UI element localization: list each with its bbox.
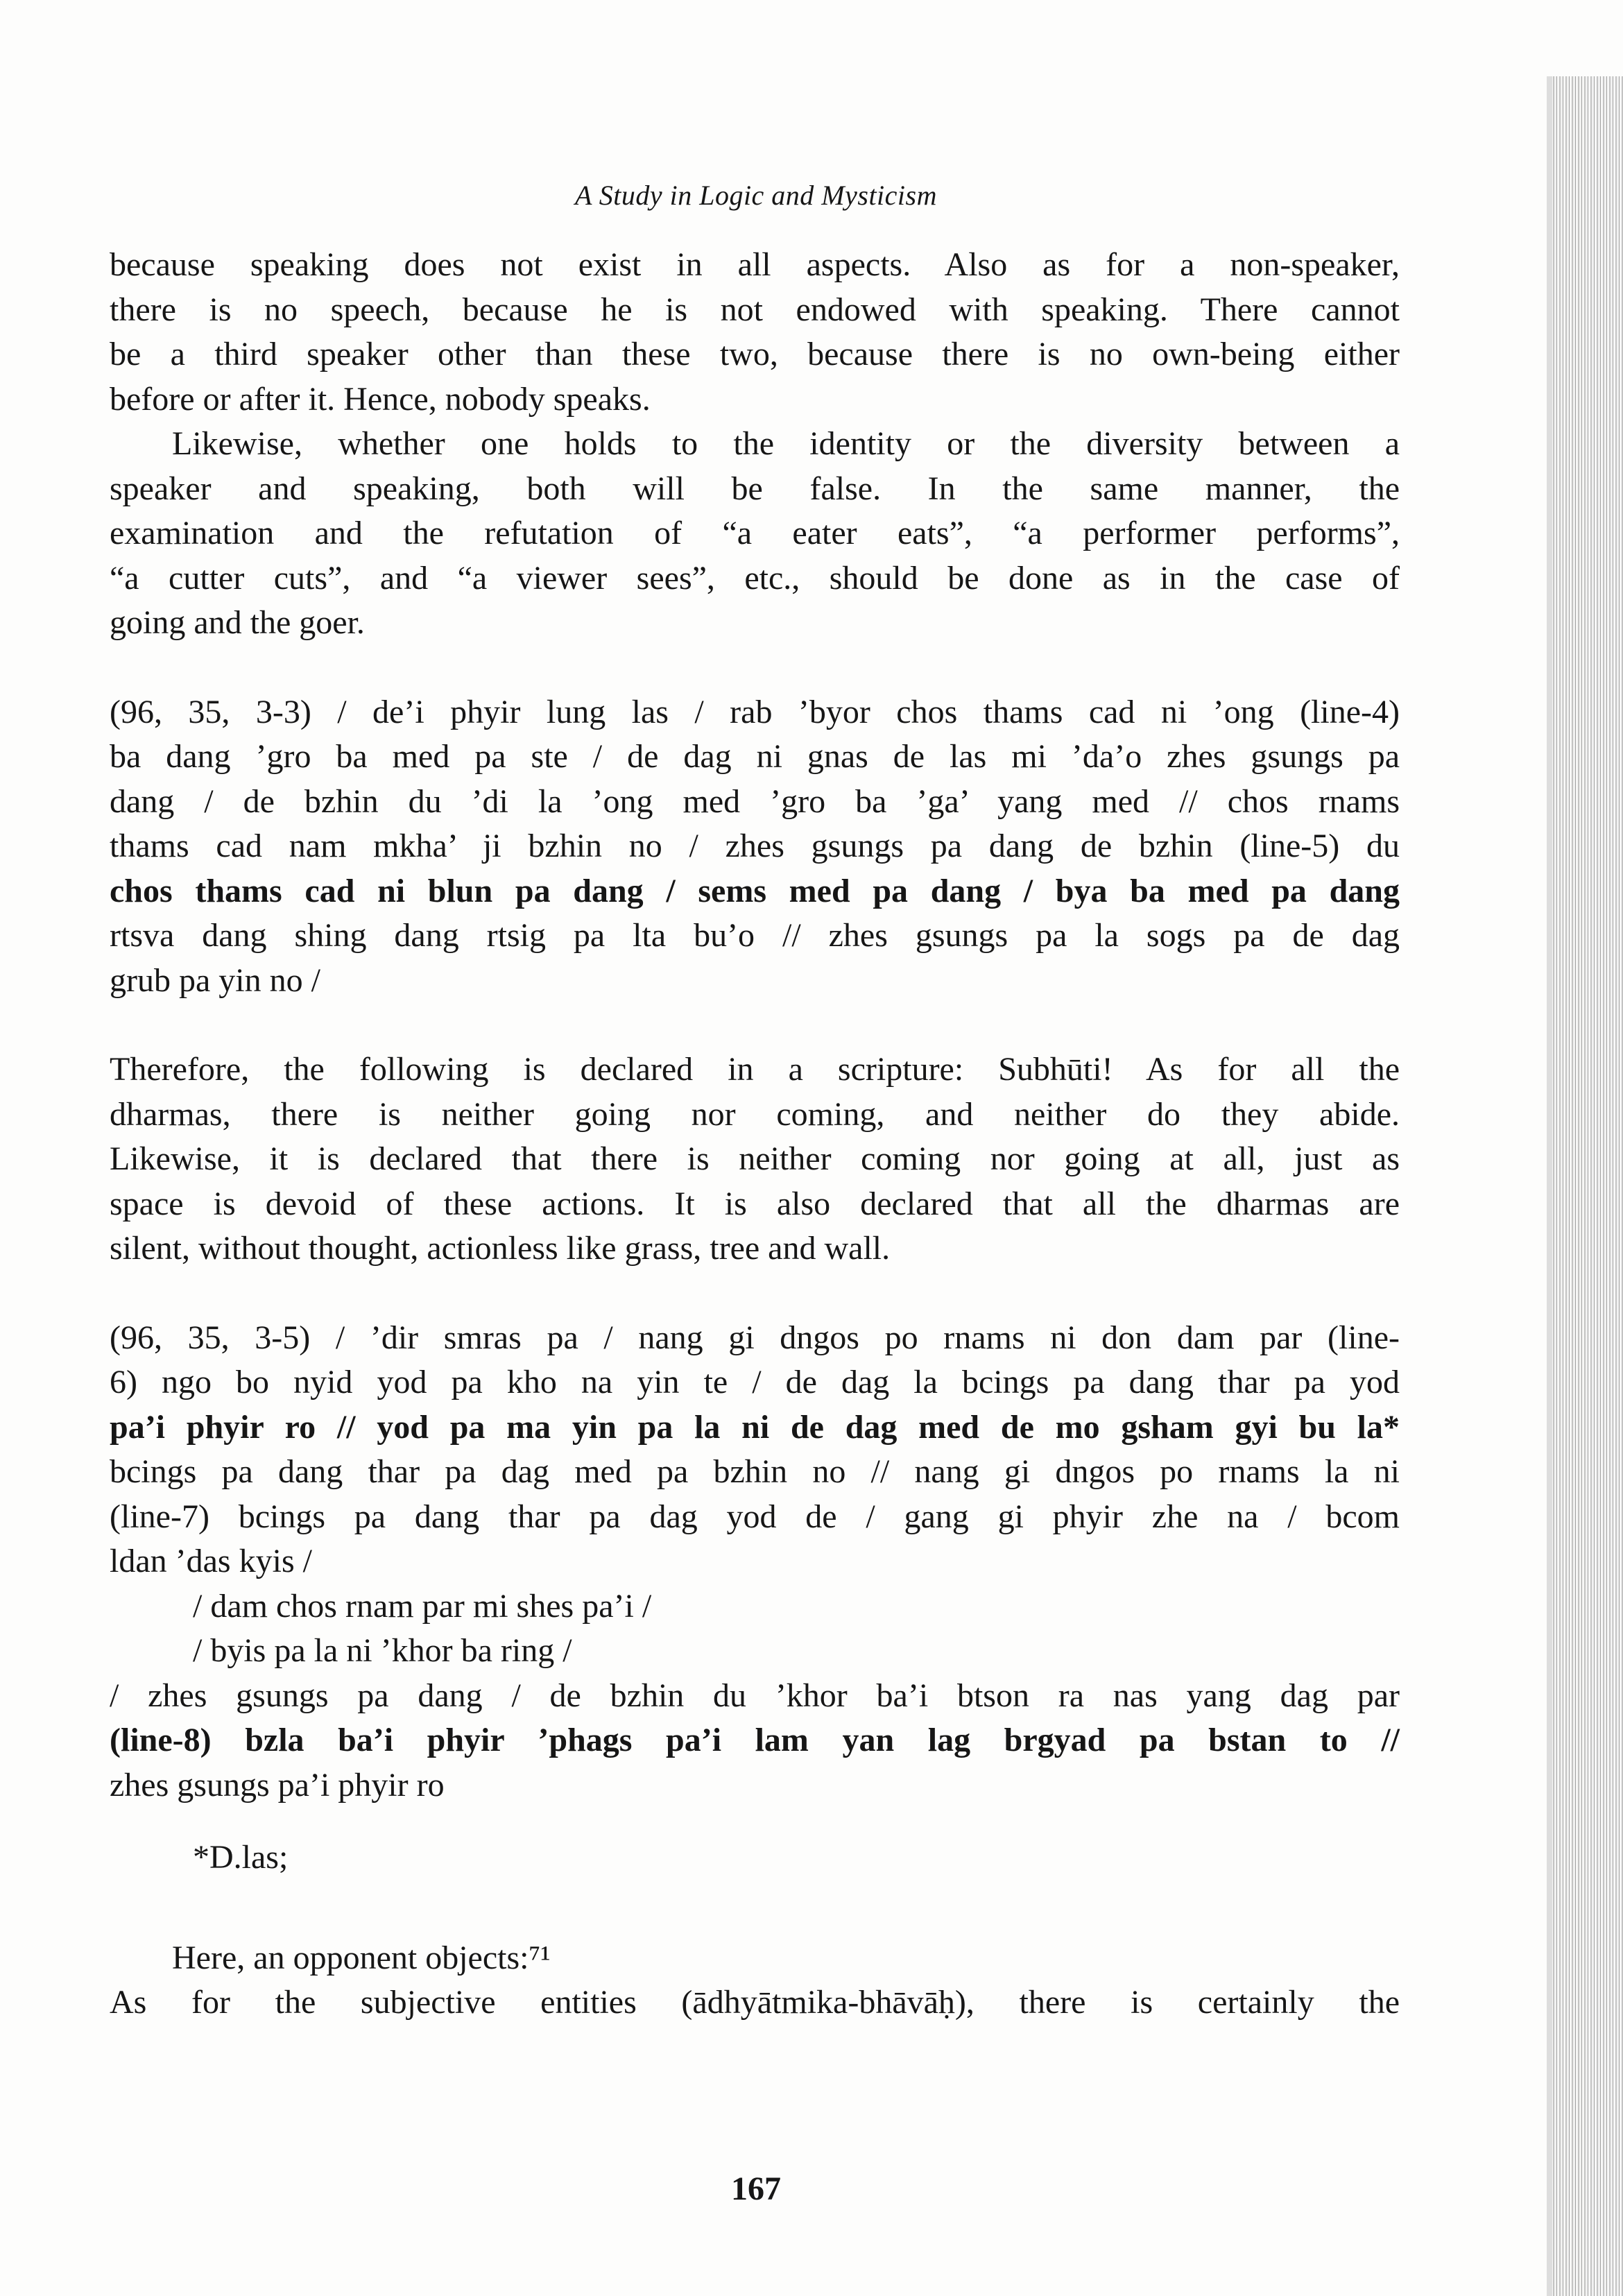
text-line: “a cutter cuts”, and “a viewer sees”, etc., should be done as in the case of bbox=[110, 559, 1400, 597]
text-line: because speaking does not exist in all aspects. Also as for a non-speaker, bbox=[110, 246, 1400, 283]
paragraph-identity bbox=[110, 422, 1400, 646]
text-line: Likewise, it is declared that there is neither coming nor going at all, just as bbox=[110, 1140, 1400, 1177]
text-line: examination and the refutation of “a eater eats”, “a performer performs”, bbox=[110, 515, 1400, 551]
text-line: zhes gsungs pa’i phyir ro bbox=[110, 1766, 445, 1804]
text-line: (96, 35, 3-5) / ’dir smras pa / nang gi dngos po rnams ni don dam par (line- bbox=[110, 1319, 1400, 1356]
paragraph-gap bbox=[110, 1881, 1400, 1908]
verse-line: / byis pa la ni ’khor ba ring / bbox=[193, 1632, 572, 1669]
paragraph-gap bbox=[110, 1271, 1400, 1316]
text-line: (line-7) bcings pa dang thar pa dag yod de / gang gi phyir zhe na / bcom bbox=[110, 1498, 1400, 1535]
verse-line: / dam chos rnam par mi shes pa’i / bbox=[193, 1587, 652, 1625]
text-line: be a third speaker other than these two, because there is no own-being either bbox=[110, 336, 1400, 372]
running-head: A Study in Logic and Mysticism bbox=[575, 180, 937, 211]
footnote-variant: *D.las; bbox=[193, 1839, 289, 1876]
text-line: (line-8) bzla ba’i phyir ’phags pa’i lam yan lag brgyad pa bstan to // bbox=[110, 1722, 1400, 1758]
text-line: dharmas, there is neither going nor coming, and neither do they abide. bbox=[110, 1095, 1400, 1133]
paragraph-speaker bbox=[110, 243, 1400, 422]
text-line: dang / de bzhin du ’di la ’ong med ’gro ba ’ga’ yang med // chos rnams bbox=[110, 782, 1400, 820]
body-text bbox=[110, 243, 1400, 2025]
text-line: pa’i phyir ro // yod pa ma yin pa la ni de dag med de mo gsham gyi bu la* bbox=[110, 1408, 1400, 1446]
paragraph-gap bbox=[110, 1808, 1400, 1835]
text-line: 6) ngo bo nyid yod pa kho na yin te / de dag la bcings pa dang thar pa yod bbox=[110, 1364, 1400, 1400]
paragraph-gap bbox=[110, 1908, 1400, 1936]
text-line: ldan ’das kyis / bbox=[110, 1543, 312, 1579]
binding-edge bbox=[1547, 76, 1623, 2296]
text-line: bcings pa dang thar pa dag med pa bzhin no // nang gi dngos po rnams la ni bbox=[110, 1453, 1400, 1490]
paragraph-gap bbox=[110, 646, 1400, 690]
text-line: before or after it. Hence, nobody speaks. bbox=[110, 380, 651, 418]
text-line: Here, an opponent objects:⁷¹ bbox=[172, 1939, 551, 1976]
text-line: thams cad nam mkha’ ji bzhin no / zhes gsungs pa dang de bzhin (line-5) du bbox=[110, 828, 1400, 864]
text-line: / zhes gsungs pa dang / de bzhin du ’khor ba’i btson ra nas yang dag par bbox=[110, 1677, 1400, 1714]
text-line: space is devoid of these actions. It is also declared that all the dharmas are bbox=[110, 1185, 1400, 1222]
text-line: grub pa yin no / bbox=[110, 961, 320, 999]
paragraph-objection bbox=[110, 1936, 1400, 2025]
tibetan-passage-1 bbox=[110, 690, 1400, 1004]
text-line: Likewise, whether one holds to the identity or the diversity between a bbox=[172, 425, 1400, 462]
text-line: rtsva dang shing dang rtsig pa lta bu’o // zhes gsungs pa la sogs pa de dag bbox=[110, 917, 1400, 954]
text-line: chos thams cad ni blun pa dang / sems med pa dang / bya ba med pa dang bbox=[110, 872, 1400, 909]
paragraph-gap bbox=[110, 1003, 1400, 1047]
translation-passage-1 bbox=[110, 1047, 1400, 1271]
tibetan-passage-2 bbox=[110, 1316, 1400, 1808]
text-line: speaker and speaking, both will be false. In the same manner, the bbox=[110, 470, 1400, 507]
text-line: silent, without thought, actionless like grass, tree and wall. bbox=[110, 1230, 891, 1267]
text-line: As for the subjective entities (ādhyātmika-bhāvāḥ), there is certainly the bbox=[110, 1984, 1400, 2021]
text-line: there is no speech, because he is not endowed with speaking. There cannot bbox=[110, 291, 1400, 328]
text-line: going and the goer. bbox=[110, 604, 365, 641]
page-number: 167 bbox=[731, 2170, 781, 2207]
text-line: (96, 35, 3-3) / de’i phyir lung las / rab ’byor chos thams cad ni ’ong (line-4) bbox=[110, 693, 1400, 730]
text-line: ba dang ’gro ba med pa ste / de dag ni gnas de las mi ’da’o zhes gsungs pa bbox=[110, 738, 1400, 775]
text-line: Therefore, the following is declared in a scripture: Subhūti! As for all the bbox=[110, 1051, 1400, 1088]
